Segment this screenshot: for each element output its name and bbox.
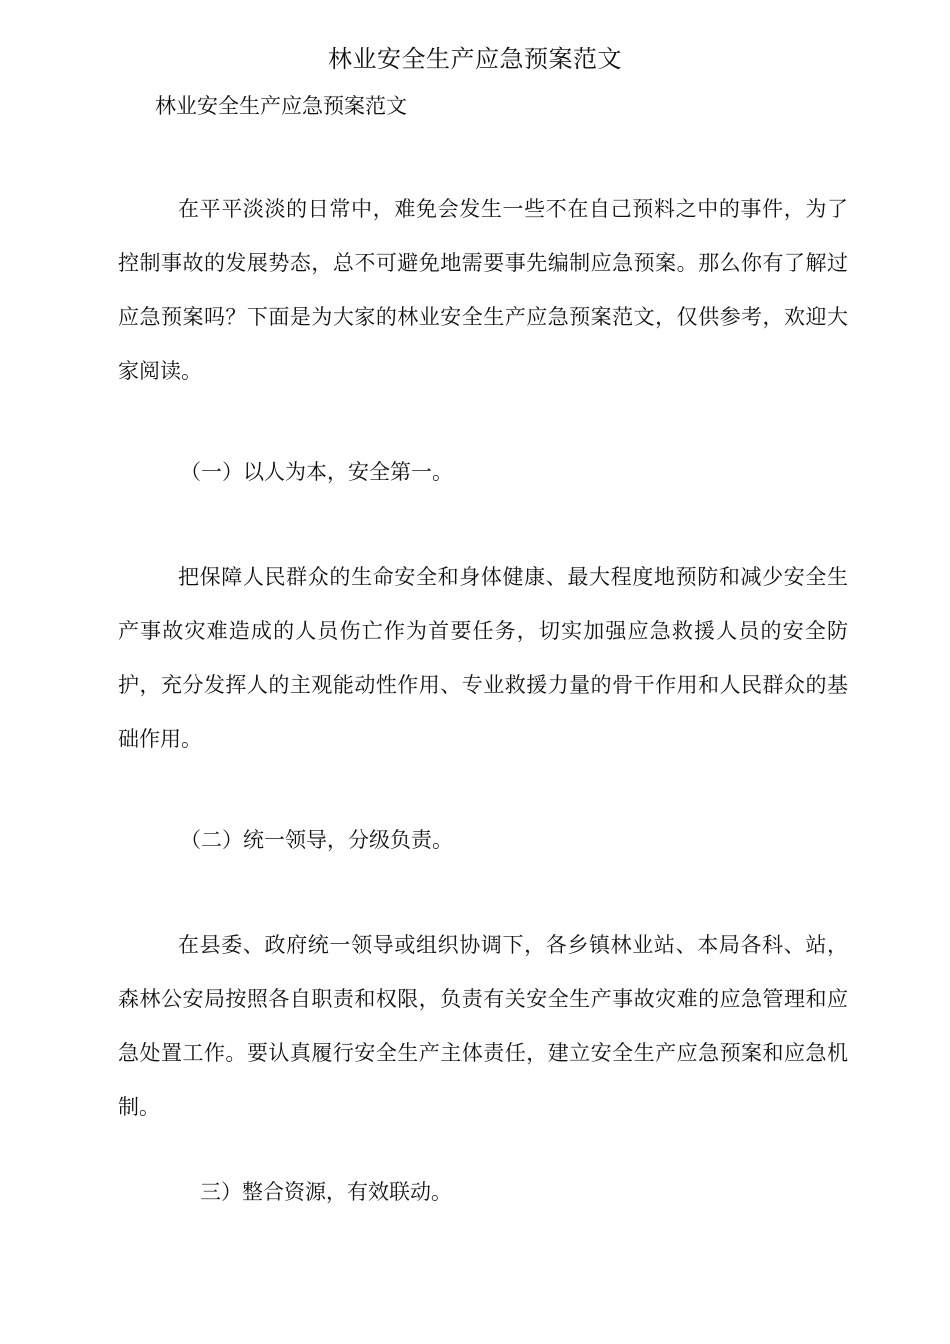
section-heading-1: （一）以人为本，安全第一。 [180,460,453,484]
document-subtitle: 林业安全生产应急预案范文 [155,94,407,118]
intro-paragraph: 在平平淡淡的日常中，难免会发生一些不在自己预料之中的事件，为了控制事故的发展势态，总不可避免地需要事先编制应急预案。那么你有了解过应急预案吗？下面是为大家的林业安全生产应急预案范文，仅供参考，欢迎大家阅读。 [118,197,848,383]
document-title: 林业安全生产应急预案范文 [328,45,622,73]
section-heading-2: （二）统一领导，分级负责。 [180,828,453,852]
section-paragraph-1: 把保障人民群众的生命安全和身体健康、最大程度地预防和减少安全生产事故灾难造成的人员伤亡作为首要任务，切实加强应急救援人员的安全防护，充分发挥人的主观能动性作用、专业救援力量的骨干作用和人民群众的基础作用。 [118,565,848,751]
section-heading-3: 三）整合资源，有效联动。 [200,1180,452,1204]
section-paragraph-2: 在县委、政府统一领导或组织协调下，各乡镇林业站、本局各科、站，森林公安局按照各自职责和权限，负责有关安全生产事故灾难的应急管理和应急处置工作。要认真履行安全生产主体责任，建立安全生产应急预案和应急机制。 [118,933,848,1119]
